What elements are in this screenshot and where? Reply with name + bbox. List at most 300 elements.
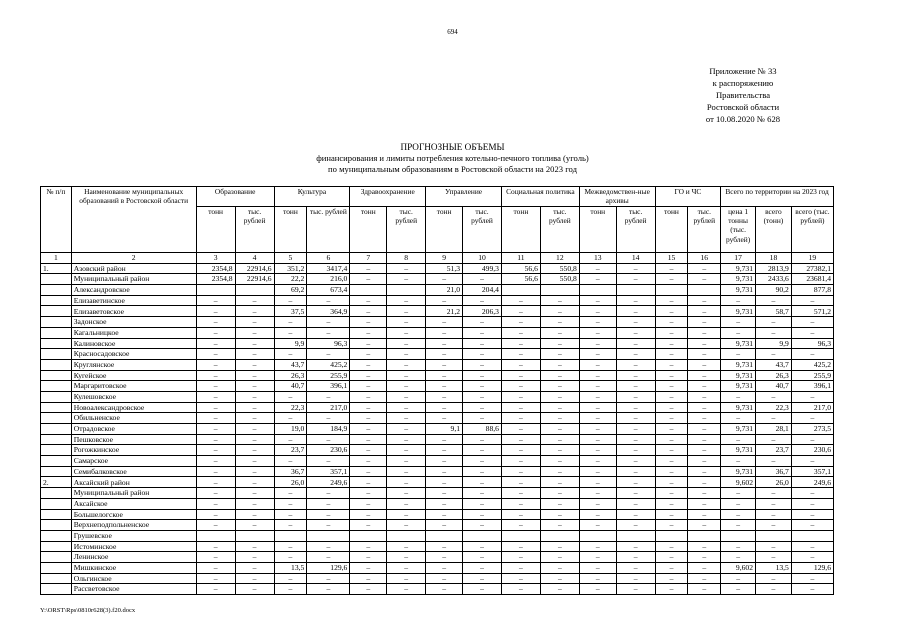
value-cell: – [463,584,502,595]
value-cell: – [426,445,463,456]
value-cell [387,285,426,296]
file-path-footer: Y:\ORST\Rps\0810r628(3).f20.docx [40,607,136,614]
value-cell: – [196,359,235,370]
value-cell: – [791,317,833,328]
municipality-name: Семибалковское [71,466,196,477]
value-cell: 23,7 [756,445,792,456]
municipality-name: Калиновское [71,338,196,349]
value-cell: – [721,413,756,424]
value-cell: – [274,317,307,328]
value-cell: – [307,509,350,520]
value-cell: – [501,317,540,328]
value-cell: – [540,520,579,531]
table-row [41,488,834,499]
value-cell: – [426,434,463,445]
value-cell: – [235,424,274,435]
municipality-name: Кулешовское [71,391,196,402]
municipality-name: Аксайский район [71,477,196,488]
value-cell: 9,731 [721,445,756,456]
value-cell: – [463,466,502,477]
header-num: № п/п [41,187,72,253]
row-number [41,445,72,456]
value-cell: – [616,488,655,499]
value-cell: – [387,573,426,584]
value-cell: – [616,584,655,595]
value-cell: – [426,509,463,520]
municipality-name: Рогожкинское [71,445,196,456]
value-cell [196,285,235,296]
value-cell: 9,602 [721,562,756,573]
value-cell: – [426,573,463,584]
value-cell: 96,3 [307,338,350,349]
column-number: 1 [41,253,72,264]
value-cell: – [688,498,721,509]
value-cell: – [463,402,502,413]
column-number: 13 [579,253,616,264]
value-cell: – [616,295,655,306]
value-cell [791,530,833,541]
value-cell: 22,3 [274,402,307,413]
value-cell [721,530,756,541]
value-cell: – [387,295,426,306]
value-cell: – [501,391,540,402]
value-cell: – [387,327,426,338]
column-number: 2 [71,253,196,264]
value-cell: – [350,349,387,360]
value-cell: – [688,402,721,413]
value-cell: – [540,359,579,370]
value-cell: – [540,573,579,584]
value-cell: – [688,317,721,328]
value-cell: – [463,477,502,488]
value-cell: – [387,402,426,413]
value-cell [688,530,721,541]
column-number: 11 [501,253,540,264]
value-cell: – [791,573,833,584]
value-cell: – [501,349,540,360]
value-cell: 351,2 [274,263,307,274]
value-cell: – [501,456,540,467]
row-number [41,349,72,360]
value-cell: – [756,391,792,402]
value-cell: – [655,402,688,413]
value-cell: – [426,456,463,467]
value-cell: – [463,520,502,531]
value-cell: – [756,317,792,328]
value-cell: – [426,370,463,381]
table-row [41,541,834,552]
municipality-name: Истоминское [71,541,196,552]
row-number [41,530,72,541]
value-cell: – [501,306,540,317]
value-cell: – [721,295,756,306]
title-line: финансирования и лимиты потребления котельно-печного топлива (уголь) [316,153,589,163]
appendix-line: к распоряжению [712,78,774,88]
value-cell: 129,6 [307,562,350,573]
table-row [41,562,834,573]
value-cell: – [235,456,274,467]
value-cell: – [501,584,540,595]
value-cell: – [756,434,792,445]
value-cell: – [616,349,655,360]
value-cell: 9,731 [721,402,756,413]
value-cell: – [616,391,655,402]
value-cell: – [387,274,426,285]
value-cell: 28,1 [756,424,792,435]
value-cell: – [688,520,721,531]
header-name: Наименование муниципальных образований в Ростовской области [71,187,196,253]
value-cell: – [579,552,616,563]
municipality-name: Красносадовское [71,349,196,360]
header-tons: тонн [655,207,688,253]
value-cell: – [540,402,579,413]
value-cell: 2354,8 [196,263,235,274]
header-rub: тыс. рублей [616,207,655,253]
value-cell: – [501,370,540,381]
value-cell: – [579,413,616,424]
value-cell: – [579,274,616,285]
value-cell: – [274,413,307,424]
value-cell: – [274,456,307,467]
value-cell: – [616,456,655,467]
value-cell: – [540,552,579,563]
value-cell: – [463,552,502,563]
value-cell: – [235,477,274,488]
value-cell: 22,3 [756,402,792,413]
value-cell: – [426,327,463,338]
value-cell: – [307,391,350,402]
value-cell: – [721,349,756,360]
value-cell: – [579,381,616,392]
municipality-name: Маргаритовское [71,381,196,392]
value-cell: – [688,466,721,477]
value-cell: – [501,477,540,488]
value-cell: – [387,370,426,381]
value-cell: – [387,306,426,317]
header-rub: тыс. рублей [688,207,721,253]
value-cell: – [688,477,721,488]
value-cell: – [235,327,274,338]
value-cell: – [387,434,426,445]
value-cell: – [501,445,540,456]
value-cell: 9,1 [426,424,463,435]
value-cell: – [540,562,579,573]
header-group: Социальная политика [501,187,579,207]
value-cell: – [756,498,792,509]
value-cell: – [579,306,616,317]
row-number [41,509,72,520]
value-cell: – [655,509,688,520]
column-number: 6 [307,253,350,264]
value-cell: – [387,263,426,274]
value-cell: – [721,498,756,509]
value-cell: – [616,359,655,370]
value-cell: – [426,541,463,552]
value-cell: – [426,338,463,349]
value-cell [616,530,655,541]
table-row [41,274,834,285]
value-cell: – [721,488,756,499]
value-cell: – [387,456,426,467]
value-cell: – [463,498,502,509]
value-cell: – [274,434,307,445]
value-cell: – [307,573,350,584]
value-cell: – [791,584,833,595]
value-cell: – [350,573,387,584]
value-cell: 571,2 [791,306,833,317]
value-cell: 9,731 [721,285,756,296]
value-cell: 26,0 [756,477,792,488]
value-cell: – [721,509,756,520]
municipality-name: Кагальницкое [71,327,196,338]
value-cell: – [688,488,721,499]
value-cell: – [616,370,655,381]
value-cell: – [791,520,833,531]
value-cell: – [501,488,540,499]
table-row [41,552,834,563]
value-cell: – [196,573,235,584]
value-cell: – [540,434,579,445]
value-cell: – [235,541,274,552]
value-cell: – [235,573,274,584]
value-cell: – [426,349,463,360]
value-cell: 13,5 [756,562,792,573]
value-cell: – [655,477,688,488]
value-cell: 425,2 [307,359,350,370]
value-cell [235,285,274,296]
value-cell: – [196,349,235,360]
value-cell: – [307,498,350,509]
value-cell: – [655,263,688,274]
column-number-row [41,253,834,264]
value-cell: – [616,573,655,584]
column-number: 4 [235,253,274,264]
appendix-line: Приложение № 33 [709,66,777,76]
appendix-line: от 10.08.2020 № 628 [705,114,781,124]
value-cell: – [756,327,792,338]
value-cell: – [350,424,387,435]
value-cell: 2813,9 [756,263,792,274]
value-cell: – [235,306,274,317]
header-group: ГО и ЧС [655,187,721,207]
value-cell: – [756,509,792,520]
value-cell: – [688,424,721,435]
value-cell: – [721,584,756,595]
value-cell: – [350,263,387,274]
value-cell: – [721,520,756,531]
table-row [41,306,834,317]
row-number [41,413,72,424]
value-cell: – [756,541,792,552]
municipality-name: Мишкинское [71,562,196,573]
value-cell: – [235,445,274,456]
value-cell: – [463,434,502,445]
fuel-table [40,186,834,595]
value-cell [196,530,235,541]
value-cell: 40,7 [274,381,307,392]
value-cell: – [655,520,688,531]
value-cell: – [350,413,387,424]
municipality-name: Новоалександровское [71,402,196,413]
value-cell: – [616,327,655,338]
value-cell: 396,1 [307,381,350,392]
municipality-name: Муниципальный район [71,488,196,499]
value-cell: – [274,391,307,402]
value-cell: – [791,413,833,424]
value-cell: – [655,349,688,360]
value-cell: – [655,295,688,306]
value-cell: 69,2 [274,285,307,296]
value-cell: 184,9 [307,424,350,435]
value-cell: – [540,306,579,317]
value-cell: – [350,445,387,456]
value-cell: – [196,338,235,349]
appendix-line: Ростовской области [706,102,780,112]
row-number [41,562,72,573]
value-cell: – [235,402,274,413]
value-cell: – [579,263,616,274]
value-cell: – [274,295,307,306]
value-cell: – [579,327,616,338]
value-cell: 230,6 [791,445,833,456]
value-cell: – [350,477,387,488]
value-cell: 3417,4 [307,263,350,274]
row-number [41,552,72,563]
value-cell: – [196,584,235,595]
value-cell [655,285,688,296]
value-cell: 9,731 [721,370,756,381]
value-cell: – [721,391,756,402]
value-cell: – [387,317,426,328]
value-cell: – [501,381,540,392]
table-row [41,285,834,296]
title-line: ПРОГНОЗНЫЕ ОБЪЕМЫ [400,142,505,152]
municipality-name: Задонское [71,317,196,328]
table-row [41,327,834,338]
value-cell: 37,5 [274,306,307,317]
value-cell: – [350,562,387,573]
value-cell: – [463,359,502,370]
value-cell: – [616,498,655,509]
value-cell: – [350,488,387,499]
value-cell: 19,0 [274,424,307,435]
value-cell: 877,8 [791,285,833,296]
value-cell: – [196,391,235,402]
value-cell: – [655,434,688,445]
value-cell: 9,602 [721,477,756,488]
value-cell: – [655,274,688,285]
value-cell: – [616,562,655,573]
value-cell: 230,6 [307,445,350,456]
header-rub: тыс. рублей [463,207,502,253]
header-price: цена 1 тонны (тыс. рублей) [721,207,756,253]
value-cell: – [616,466,655,477]
value-cell: 249,6 [307,477,350,488]
value-cell: – [791,509,833,520]
value-cell: – [426,466,463,477]
value-cell: – [579,349,616,360]
row-number [41,317,72,328]
table-row [41,391,834,402]
value-cell: – [688,274,721,285]
row-number [41,466,72,477]
value-cell: – [540,498,579,509]
value-cell: – [274,509,307,520]
value-cell: 499,3 [463,263,502,274]
value-cell [540,285,579,296]
value-cell: – [387,498,426,509]
value-cell: – [501,359,540,370]
value-cell: 129,6 [791,562,833,573]
value-cell: 255,9 [791,370,833,381]
table-row [41,295,834,306]
value-cell: 9,731 [721,466,756,477]
table-row [41,466,834,477]
value-cell: 2354,8 [196,274,235,285]
value-cell: – [501,498,540,509]
value-cell: – [350,434,387,445]
value-cell: – [196,466,235,477]
value-cell: – [616,338,655,349]
table-row [41,263,834,274]
value-cell: – [350,498,387,509]
value-cell: – [501,562,540,573]
value-cell: – [616,381,655,392]
value-cell: – [463,573,502,584]
value-cell: – [721,434,756,445]
value-cell: – [463,317,502,328]
value-cell: – [235,413,274,424]
value-cell: 22914,6 [235,274,274,285]
value-cell: – [387,349,426,360]
column-number: 14 [616,253,655,264]
value-cell: 21,2 [426,306,463,317]
value-cell: – [791,295,833,306]
value-cell: – [387,520,426,531]
value-cell: – [387,381,426,392]
value-cell [616,285,655,296]
header-tons: тонн [196,207,235,253]
column-number: 3 [196,253,235,264]
value-cell: – [540,488,579,499]
row-number [41,381,72,392]
value-cell: – [387,552,426,563]
value-cell: – [463,295,502,306]
value-cell: – [196,306,235,317]
row-number [41,434,72,445]
value-cell: 26,0 [274,477,307,488]
value-cell: – [307,295,350,306]
value-cell: 9,9 [756,338,792,349]
value-cell [350,285,387,296]
value-cell: – [688,413,721,424]
table-row [41,370,834,381]
value-cell: – [307,584,350,595]
value-cell: – [274,498,307,509]
value-cell: – [387,338,426,349]
value-cell: – [235,338,274,349]
value-cell: – [426,477,463,488]
value-cell: – [235,391,274,402]
value-cell: – [688,370,721,381]
value-cell: – [501,552,540,563]
value-cell: – [688,338,721,349]
value-cell: – [426,488,463,499]
value-cell: – [235,434,274,445]
value-cell: 396,1 [791,381,833,392]
value-cell: – [756,552,792,563]
value-cell: – [688,263,721,274]
